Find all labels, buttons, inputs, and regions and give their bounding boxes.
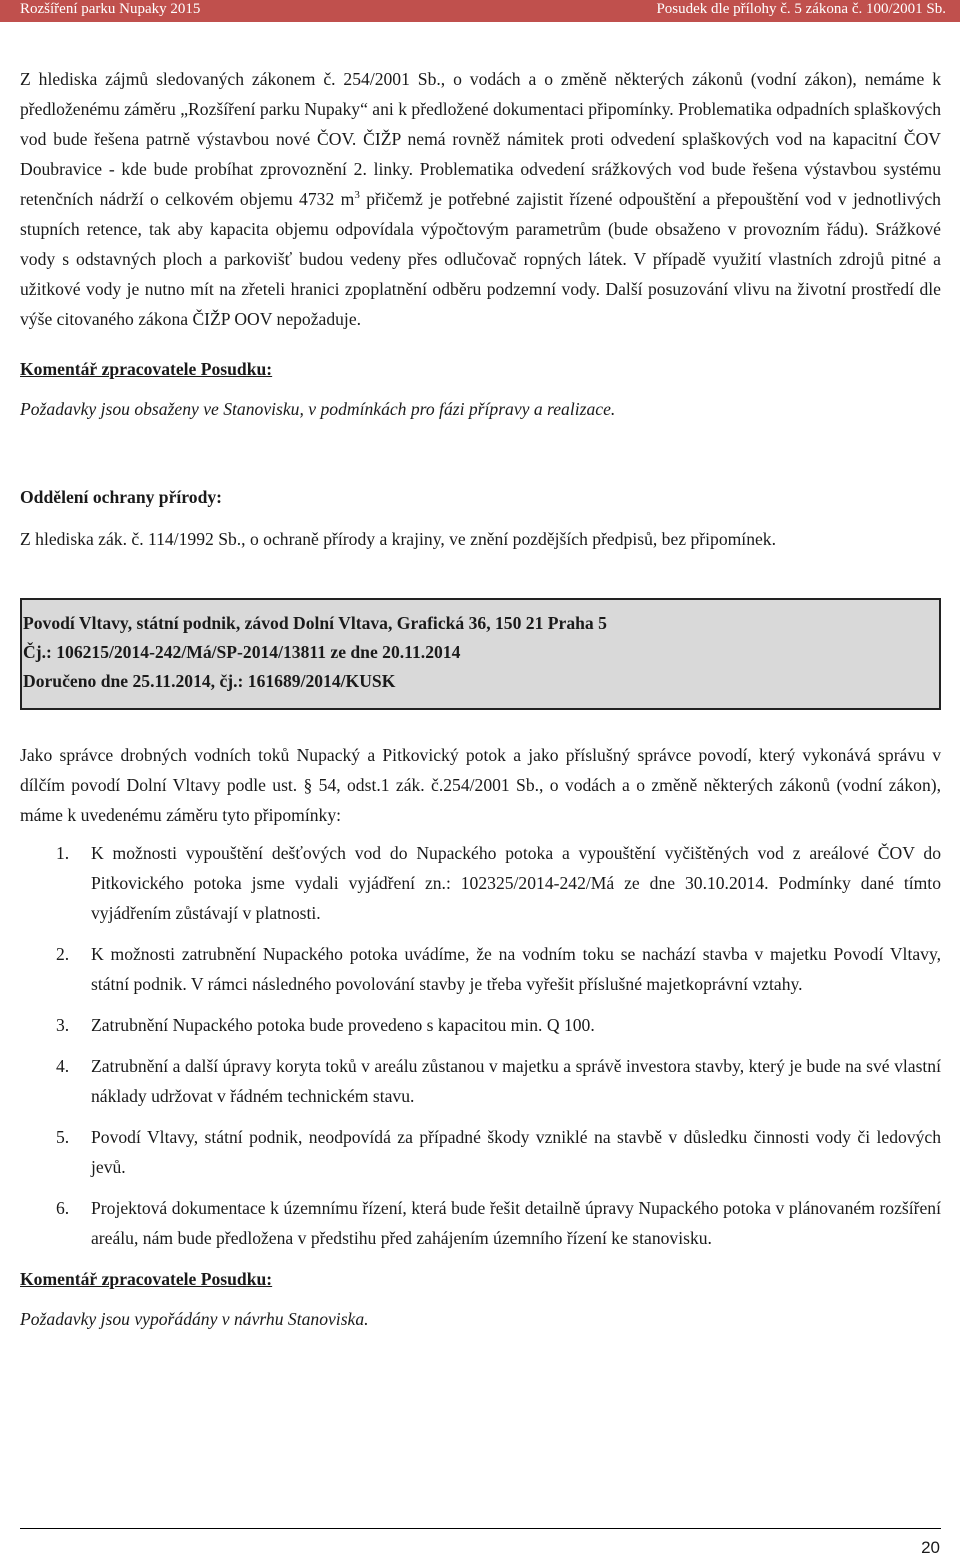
page-header: [0, 0, 960, 22]
list-item: 4. Zatrubnění a další úpravy koryta toků v areálu zůstanou v majetku a správě investora stavby, který je bude na své vlastní náklady udržovat v řádném technickém stavu.: [56, 1056, 941, 1106]
page-number: 20: [921, 1538, 940, 1557]
authority-name: Povodí Vltavy, státní podnik, závod Dolní Vltava, Grafická 36, 150 21 Praha 5: [23, 613, 607, 633]
authority-box: [20, 598, 941, 710]
comment-heading: Komentář zpracovatele Posudku:: [20, 1269, 273, 1289]
nature-paragraph: Z hlediska zák. č. 114/1992 Sb., o ochraně přírody a krajiny, ve znění pozdějších předpisů, bez připomínek.: [20, 529, 776, 549]
superscript: 3: [354, 189, 360, 202]
remarks-list: [20, 838, 941, 1253]
delivery-date: Doručeno dne 25.11.2014, čj.: 161689/2014/KUSK: [23, 671, 396, 691]
comment-text: Požadavky jsou obsaženy ve Stanovisku, v podmínkách pro fázi přípravy a realizace.: [20, 399, 616, 419]
header-title: Rozšíření parku Nupaky 2015: [20, 1, 201, 17]
list-item: 2. K možnosti zatrubnění Nupackého potoka uvádíme, že na vodním toku se nachází stavba v majetku Povodí Vltavy, státní podnik. V rámci následného povolování stavby je třeba vyřešit příslušné majetkoprávní vztahy.: [56, 944, 941, 994]
footer-divider: [20, 1528, 941, 1529]
list-item: 1. K možnosti vypouštění dešťových vod do Nupackého potoka a vypouštění vyčištěných vod z areálové ČOV do Pitkovického potoka jsme vydali vyjádření zn.: 102325/2014-242/Má ze dne 30.10.2014. Podmínky dané tímto vyjádřením zůstávají v platnosti.: [56, 843, 941, 923]
header-reference: Posudek dle přílohy č. 5 zákona č. 100/2001 Sb.: [656, 1, 946, 17]
list-item: 3. Zatrubnění Nupackého potoka bude provedeno s kapacitou min. Q 100.: [56, 1015, 595, 1035]
document-body: [20, 64, 941, 1334]
comment-text: Požadavky jsou vypořádány v návrhu Stanoviska.: [20, 1309, 369, 1329]
list-item: 5. Povodí Vltavy, státní podnik, neodpovídá za případné škody vzniklé na stavbě v důsledku činnosti vody či ledových jevů.: [56, 1127, 941, 1177]
reference-number: Čj.: 106215/2014-242/Má/SP-2014/13811 ze dne 20.11.2014: [23, 642, 461, 662]
comment-heading: Komentář zpracovatele Posudku:: [20, 359, 273, 379]
section-heading-nature: Oddělení ochrany přírody:: [20, 487, 223, 507]
povodi-intro: Jako správce drobných vodních toků Nupacký a Pitkovický potok a jako příslušný správce povodí, který vykonává správu v dílčím povodí Dolní Vltavy podle ust. § 54, odst.1 zák. č.254/2001 Sb., o vodách a o změně některých zákonů (vodní zákon), máme k uvedenému záměru tyto připomínky:: [20, 745, 941, 825]
water-paragraph: Z hlediska zájmů sledovaných zákonem č. 254/2001 Sb., o vodách a o změně některých zákonů (vodní zákon), nemáme k předloženému záměru „Rozšíření parku Nupaky“ ani k předložené dokumentaci připomínky. Problematika odpadních splaškových vod bude řešena patrně výstavbou nové ČOV. ČIŽP nemá rovněž námitek proti odvedení splaškových vod na kapacitní ČOV Doubravice - kde bude probíhat zprovoznění 2. linky. Problematika odvedení srážkových vod bude řešena výstavbou systému retenčních nádrží o celkovém objemu 4732 $m^3$ přičemž je potřebné zajistit řízené odpouštění a přepouštění vod v jednotlivých stupních retence, tak aby kapacita objemu odpovídala výpočtovým parametrům (bude obsaženo v provozním řádu). Srážkové vody s odstavných ploch a parkovišť budou vedeny přes odlučovač ropných látek. V případě využití vlastních zdrojů pitné a užitkové vody je nutno mít na zřeteli hranici zpoplatnění odběru podzemní vody. Další posuzování vlivu na životní prostředí dle výše citovaného zákona ČIŽP OOV nepožaduje.: [20, 69, 941, 329]
list-item: 6. Projektová dokumentace k územnímu řízení, která bude řešit detailně úpravy Nupackého potoka v plánovaném rozšíření areálu, nám bude předložena v předstihu před zahájením územního řízení ke stanovisku.: [56, 1198, 941, 1248]
